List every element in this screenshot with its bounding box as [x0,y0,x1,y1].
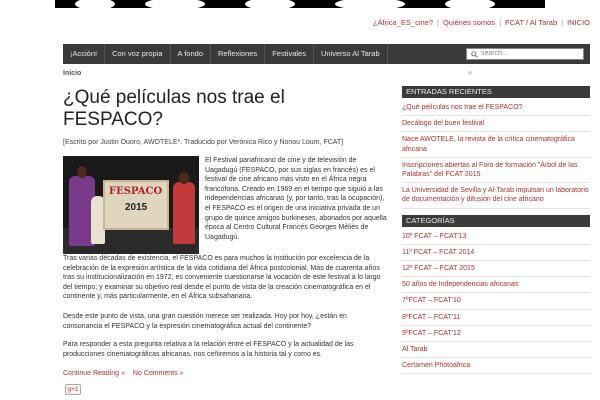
recent-post-item[interactable]: Nace AWOTELE, la revista de la crítica cinematográfica africana [402,132,590,157]
fespaco-photo [63,156,199,254]
recent-posts-list [402,98,590,209]
categories-title: CATEGORÍAS [402,215,590,227]
site-banner [55,0,545,8]
search-input[interactable] [466,48,584,60]
top-nav-quienes-somos[interactable]: Quiénes somos [442,18,496,27]
category-item[interactable]: 50 años de Independencias africanas [402,277,590,293]
search-placeholder: search... [481,50,508,57]
separator: | [561,18,564,27]
poster-year: 2015 [125,202,148,213]
category-item[interactable]: 7ºFCAT – FCAT'10 [402,293,590,309]
recent-post-item[interactable]: Decálogo del buen festival [402,116,590,132]
top-nav [373,18,590,27]
post-intro: El Festival panafricano de cine y de televisión de Uagadugú (FESPACO, por sus siglas en francés) es el festival de cine africano más visto en el África negra francófona. Creado en 1969 en el tiempo que siguió a las independencias africanas (y, por tanto, tras la ocupación), el FESPACO es el origen de una iniciativa privada de un grupo de quince amigos burkineses, abonados por aquella época al Centro Cultural Francés Georges Méliès de Uagadugú. [205,157,387,241]
category-item[interactable]: 10º FCAT – FCAT'13 [402,227,590,245]
recent-post-item[interactable]: Inscripciones abiertas al Foro de formación "Árbol de las Palabras" del FCAT 2015 [402,158,590,183]
top-nav-inicio[interactable]: INICIO [567,18,590,27]
post-paragraph: Para responder a esta pregunta relativa a la relación entre el FESPACO y la actualidad de las producciones cinematográficas africanas, nos ceñiremos a la historia tal y como es. [63,341,354,358]
post-links [63,370,183,377]
category-item[interactable]: Al Tarab [402,342,590,358]
category-item[interactable]: 11º FCAT – FCAT 2014 [402,245,590,261]
top-nav-africa-es-cine[interactable]: ¿África_ES_cine? [372,18,433,27]
category-item[interactable]: 9ºFCAT – FCAT'12 [402,326,590,342]
post-paragraph: Tras varias décadas de existencia, el FESPACO es para muchos la institución por excelencia de la celebración de la expresión artística de la vida cotidiana del África postcolonial. Más de cuarenta años tras su institucionalización en 1972, es conveniente cuestionarse la vocación de este festival a lo largo del tiempo, y examinar su objetivo real desde el punto de vista de la creación cinematográfica en el continente y, más particularmente, en el África subsahariana. [63,255,381,301]
google-plus-button[interactable]: g+1 [65,384,81,395]
nav-universo-al-tarab[interactable]: Universo Al Tarab [314,44,388,64]
separator: | [437,18,439,27]
category-item[interactable]: 8ºFCAT – FCAT'11 [402,310,590,326]
separator: | [499,18,502,27]
nav-reflexiones[interactable]: Reflexiones [211,44,265,64]
nav-festivales[interactable]: Festivales [265,44,314,64]
recent-post-item[interactable]: ¿Qué películas nos trae el FESPACO? [402,98,590,116]
nav-a-fondo[interactable]: A fondo [171,44,211,64]
sidebar [402,86,590,374]
nav-accion[interactable]: ¡Acción! [63,44,105,64]
slider-dot [468,71,472,75]
recent-post-item[interactable]: La Universidad de Sevilla y Al-Tarab impulsan un laboratorio de documentación y difusión del cine africano [402,183,590,208]
fespaco-poster [103,180,169,230]
top-nav-fcat-al-tarab[interactable]: FCAT / Al Tarab [505,18,558,27]
comments-link[interactable]: No Comments » [132,370,184,377]
continue-reading-link[interactable]: Continue Reading » [63,370,125,377]
poster-title: FESPACO [109,186,163,197]
post-title[interactable]: ¿Qué películas nos trae el FESPACO? [63,87,285,130]
breadcrumb[interactable]: Inicio [63,70,82,77]
category-item[interactable]: 12º FCAT – FCAT 2015 [402,261,590,277]
post-byline: [Escrito por Justin Ouoro, AWOTELE*. Traducido por Verónica Rico y Nonou Loum, FCAT] [63,139,344,146]
search-icon [471,51,478,58]
nav-con-voz-propia[interactable]: Con voz propia [105,44,170,64]
post-paragraph: Desde este punto de vista, una gran cuestión merece ser realizada. Hoy por hoy, ¿están en consonancia el FESPACO y la expresión cinematográfica actual del continente? [63,313,347,330]
recent-posts-title: ENTRADAS RECIENTES [402,86,590,98]
category-item[interactable]: Certamen Photoafrica [402,358,590,374]
categories-list [402,227,590,375]
main-nav [63,44,590,64]
main-content [63,70,388,393]
